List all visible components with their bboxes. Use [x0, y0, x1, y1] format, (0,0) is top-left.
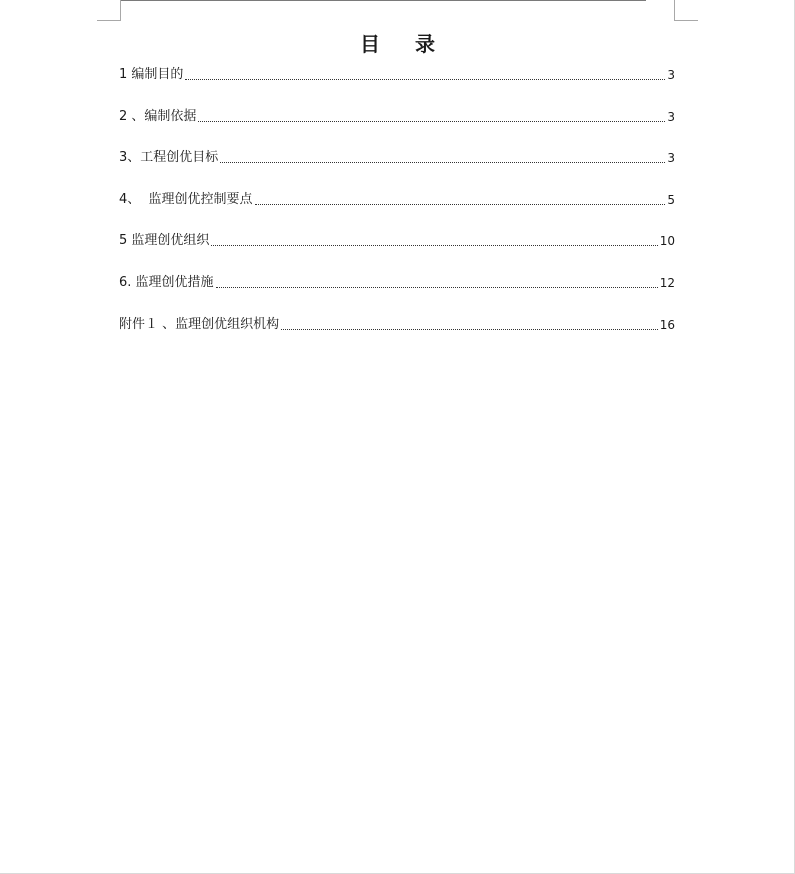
toc-dot-leader: [220, 161, 665, 163]
toc-entry-label: 6. 监理创优措施: [119, 274, 214, 290]
toc-entry[interactable]: [119, 314, 675, 334]
toc-entry-page-number: 16: [659, 317, 675, 332]
toc-entry-label: 4、 监理创优控制要点: [119, 191, 253, 207]
toc-entry-page-number: 3: [667, 151, 675, 166]
toc-entry-label: 5 监理创优组织: [119, 233, 210, 249]
header-margin-line: [120, 0, 646, 1]
margin-corner-top-right: [674, 0, 698, 21]
toc-entry-label: 1 编制目的: [119, 67, 184, 82]
toc-dot-leader: [216, 286, 658, 288]
toc-title: [0, 28, 795, 57]
toc-entry[interactable]: [119, 230, 675, 250]
toc-title-text: 目 录: [360, 32, 449, 56]
toc-entry-page-number: 3: [667, 109, 675, 124]
toc-entry-page-number: 12: [659, 275, 675, 290]
toc-dot-leader: [198, 120, 665, 122]
toc-entry-page-number: 5: [667, 192, 675, 207]
toc-entry-label: 3、工程创优目标: [119, 150, 219, 166]
toc-entry[interactable]: [119, 64, 675, 84]
toc-dot-leader: [255, 203, 666, 205]
toc-entry-page-number: 3: [667, 68, 675, 82]
toc-entry[interactable]: [119, 106, 675, 126]
margin-corner-top-left: [97, 0, 121, 21]
toc-entry-page-number: 10: [659, 234, 675, 249]
toc-entry[interactable]: [119, 147, 675, 167]
toc-entry-label: 2 、编制依据: [119, 108, 197, 124]
toc-entry-label: 附件１ 、监理创优组织机构: [119, 316, 280, 332]
toc-entry[interactable]: [119, 189, 675, 209]
toc-dot-leader: [185, 78, 665, 80]
toc-dot-leader: [211, 244, 657, 246]
table-of-contents: [119, 64, 675, 355]
toc-entry[interactable]: [119, 272, 675, 292]
toc-dot-leader: [281, 328, 658, 330]
